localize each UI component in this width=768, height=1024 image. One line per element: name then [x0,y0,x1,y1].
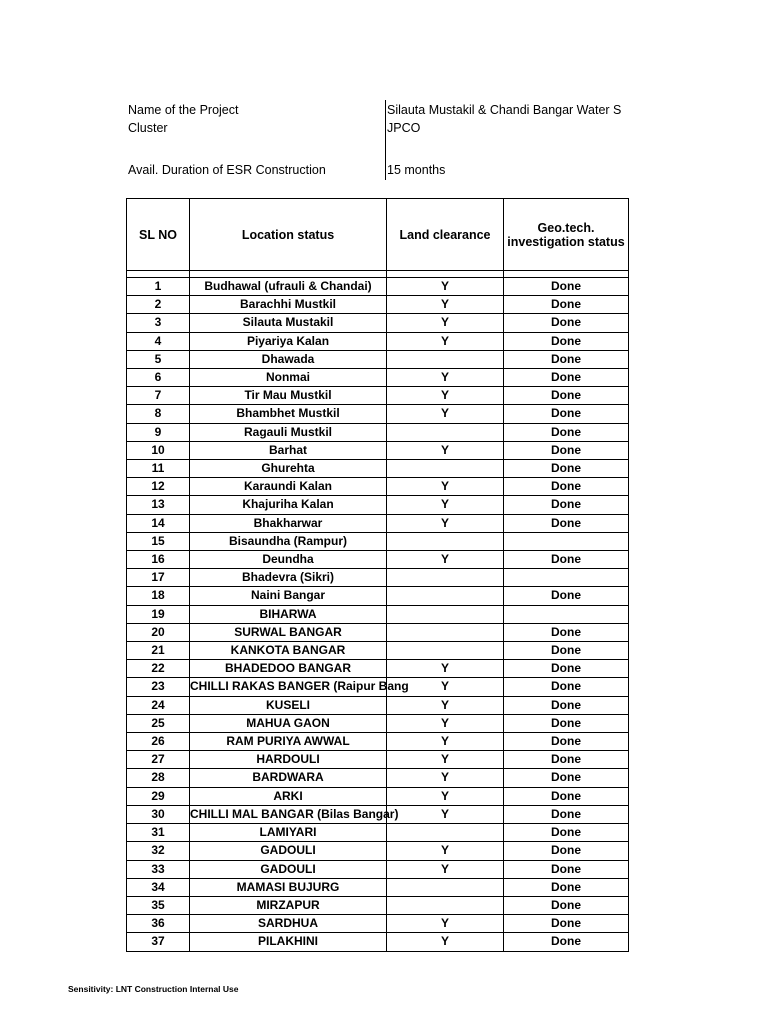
cell-land-clearance: Y [387,842,504,860]
cell-land-clearance: Y [387,387,504,405]
cell-sl-no: 24 [127,696,190,714]
cell-location: GADOULI [190,842,387,860]
cell-geotech-status: Done [504,332,629,350]
cell-geotech-status: Done [504,514,629,532]
cell-geotech-status: Done [504,551,629,569]
cell-geotech-status: Done [504,860,629,878]
cell-geotech-status [504,569,629,587]
table-row [127,369,629,387]
table-row [127,605,629,623]
location-status-table [126,198,629,952]
cell-location: BARDWARA [190,769,387,787]
cell-land-clearance [387,824,504,842]
cell-land-clearance: Y [387,332,504,350]
cell-location: PILAKHINI [190,933,387,951]
cluster-value: JPCO [387,121,421,135]
cell-land-clearance [387,569,504,587]
cluster-label: Cluster [128,121,168,135]
cell-geotech-status [504,605,629,623]
table-row [127,787,629,805]
cell-sl-no: 13 [127,496,190,514]
cell-sl-no: 9 [127,423,190,441]
cell-sl-no: 28 [127,769,190,787]
cell-sl-no: 4 [127,332,190,350]
cell-location: Piyariya Kalan [190,332,387,350]
table-row [127,623,629,641]
cell-location: LAMIYARI [190,824,387,842]
table-row [127,642,629,660]
cell-land-clearance [387,350,504,368]
cell-sl-no: 32 [127,842,190,860]
table-row [127,751,629,769]
cell-geotech-status: Done [504,896,629,914]
cell-location: BHADEDOO BANGAR [190,660,387,678]
cell-location: KUSELI [190,696,387,714]
cell-land-clearance: Y [387,278,504,296]
cell-geotech-status: Done [504,842,629,860]
table-row [127,514,629,532]
cell-geotech-status: Done [504,915,629,933]
table-row [127,769,629,787]
table-row [127,496,629,514]
table-row [127,532,629,550]
cell-sl-no: 34 [127,878,190,896]
cell-geotech-status: Done [504,278,629,296]
cell-sl-no: 37 [127,933,190,951]
cell-sl-no: 25 [127,714,190,732]
cell-land-clearance: Y [387,733,504,751]
column-header-location-status: Location status [190,199,387,271]
table-row [127,569,629,587]
cell-land-clearance [387,605,504,623]
cell-land-clearance: Y [387,751,504,769]
cell-sl-no: 15 [127,532,190,550]
cell-geotech-status: Done [504,350,629,368]
cell-geotech-status: Done [504,660,629,678]
cell-land-clearance: Y [387,933,504,951]
table-row [127,824,629,842]
cell-location: ARKI [190,787,387,805]
column-header-land-clearance: Land clearance [387,199,504,271]
cell-land-clearance [387,623,504,641]
table-row [127,278,629,296]
cell-location: SARDHUA [190,915,387,933]
table-row [127,551,629,569]
cell-geotech-status: Done [504,423,629,441]
cell-land-clearance: Y [387,787,504,805]
cell-sl-no: 33 [127,860,190,878]
cell-location: CHILLI RAKAS BANGER (Raipur Bang [190,678,387,696]
cell-geotech-status: Done [504,733,629,751]
cell-location: Budhawal (ufrauli & Chandai) [190,278,387,296]
cell-land-clearance: Y [387,551,504,569]
cell-sl-no: 12 [127,478,190,496]
cell-sl-no: 3 [127,314,190,332]
table-row [127,405,629,423]
table-row [127,332,629,350]
cell-geotech-status: Done [504,678,629,696]
cell-location: Bisaundha (Rampur) [190,532,387,550]
cell-location: Barachhi Mustkil [190,296,387,314]
cell-location: MAMASI BUJURG [190,878,387,896]
cell-geotech-status: Done [504,623,629,641]
sensitivity-footer: Sensitivity: LNT Construction Internal Use [68,984,239,994]
cell-land-clearance: Y [387,805,504,823]
cell-geotech-status: Done [504,314,629,332]
cell-sl-no: 16 [127,551,190,569]
table-row [127,896,629,914]
cell-land-clearance: Y [387,514,504,532]
duration-label: Avail. Duration of ESR Construction [128,163,326,177]
cell-geotech-status: Done [504,696,629,714]
cell-land-clearance [387,896,504,914]
cell-land-clearance [387,642,504,660]
cell-land-clearance: Y [387,915,504,933]
column-header-sl-no: SL NO [127,199,190,271]
cell-sl-no: 31 [127,824,190,842]
cell-sl-no: 23 [127,678,190,696]
table-row [127,805,629,823]
cell-sl-no: 7 [127,387,190,405]
cell-land-clearance [387,878,504,896]
cell-location: RAM PURIYA AWWAL [190,733,387,751]
cell-location: Silauta Mustakil [190,314,387,332]
cell-location: MAHUA GAON [190,714,387,732]
cell-location: Nonmai [190,369,387,387]
duration-value: 15 months [387,163,446,177]
cell-land-clearance: Y [387,660,504,678]
cell-sl-no: 2 [127,296,190,314]
cell-geotech-status: Done [504,369,629,387]
cell-sl-no: 22 [127,660,190,678]
cell-geotech-status: Done [504,387,629,405]
table-row [127,733,629,751]
cell-location: Bhakharwar [190,514,387,532]
table-row [127,423,629,441]
cell-sl-no: 20 [127,623,190,641]
cell-sl-no: 26 [127,733,190,751]
cell-sl-no: 21 [127,642,190,660]
column-header-geotech-status: Geo.tech. investigation status [504,199,629,271]
cell-location: Naini Bangar [190,587,387,605]
cell-location: Ragauli Mustkil [190,423,387,441]
cell-geotech-status [504,532,629,550]
table-row [127,696,629,714]
cell-geotech-status: Done [504,878,629,896]
cell-land-clearance: Y [387,296,504,314]
table-row [127,314,629,332]
table-row [127,860,629,878]
table-row [127,678,629,696]
cell-geotech-status: Done [504,805,629,823]
cell-location: CHILLI MAL BANGAR (Bilas Bangar) [190,805,387,823]
cell-location: Deundha [190,551,387,569]
cell-sl-no: 27 [127,751,190,769]
cell-land-clearance: Y [387,678,504,696]
cell-geotech-status: Done [504,787,629,805]
cell-location: SURWAL BANGAR [190,623,387,641]
cell-geotech-status: Done [504,824,629,842]
cell-geotech-status: Done [504,478,629,496]
table-row [127,842,629,860]
cell-sl-no: 10 [127,441,190,459]
cell-geotech-status: Done [504,642,629,660]
cell-land-clearance: Y [387,714,504,732]
cell-geotech-status: Done [504,405,629,423]
cell-sl-no: 1 [127,278,190,296]
cell-sl-no: 5 [127,350,190,368]
cell-location: Bhambhet Mustkil [190,405,387,423]
table-row [127,350,629,368]
cell-land-clearance: Y [387,496,504,514]
cell-sl-no: 36 [127,915,190,933]
cell-geotech-status: Done [504,460,629,478]
table-row [127,915,629,933]
cell-location: HARDOULI [190,751,387,769]
cell-land-clearance: Y [387,314,504,332]
cell-sl-no: 30 [127,805,190,823]
cell-sl-no: 18 [127,587,190,605]
table-row [127,587,629,605]
cell-geotech-status: Done [504,769,629,787]
cell-location: Dhawada [190,350,387,368]
cell-land-clearance [387,460,504,478]
cell-sl-no: 17 [127,569,190,587]
table-row [127,878,629,896]
cell-geotech-status: Done [504,933,629,951]
table-row [127,478,629,496]
header-divider [385,100,386,180]
cell-geotech-status: Done [504,714,629,732]
table-row [127,441,629,459]
table-spacer-row [127,271,629,278]
cell-sl-no: 35 [127,896,190,914]
cell-location: BIHARWA [190,605,387,623]
cell-sl-no: 14 [127,514,190,532]
project-name-value: Silauta Mustakil & Chandi Bangar Water S [387,103,622,117]
cell-location: Bhadevra (Sikri) [190,569,387,587]
cell-sl-no: 6 [127,369,190,387]
table-row [127,714,629,732]
cell-land-clearance [387,532,504,550]
cell-land-clearance: Y [387,478,504,496]
cell-land-clearance [387,587,504,605]
cell-sl-no: 11 [127,460,190,478]
cell-location: Tir Mau Mustkil [190,387,387,405]
cell-land-clearance: Y [387,696,504,714]
project-name-label: Name of the Project [128,103,239,117]
cell-geotech-status: Done [504,496,629,514]
table-row [127,660,629,678]
cell-sl-no: 29 [127,787,190,805]
cell-geotech-status: Done [504,441,629,459]
cell-sl-no: 19 [127,605,190,623]
cell-land-clearance: Y [387,369,504,387]
cell-location: MIRZAPUR [190,896,387,914]
cell-location: Khajuriha Kalan [190,496,387,514]
table-row [127,933,629,951]
cell-location: Karaundi Kalan [190,478,387,496]
cell-sl-no: 8 [127,405,190,423]
cell-land-clearance: Y [387,441,504,459]
table-header-row [127,199,629,271]
cell-land-clearance [387,423,504,441]
table-row [127,296,629,314]
cell-location: Ghurehta [190,460,387,478]
cell-geotech-status: Done [504,296,629,314]
cell-land-clearance: Y [387,405,504,423]
table-row [127,387,629,405]
cell-geotech-status: Done [504,751,629,769]
cell-location: KANKOTA BANGAR [190,642,387,660]
cell-geotech-status: Done [504,587,629,605]
cell-land-clearance: Y [387,860,504,878]
cell-location: GADOULI [190,860,387,878]
cell-land-clearance: Y [387,769,504,787]
cell-location: Barhat [190,441,387,459]
table-row [127,460,629,478]
